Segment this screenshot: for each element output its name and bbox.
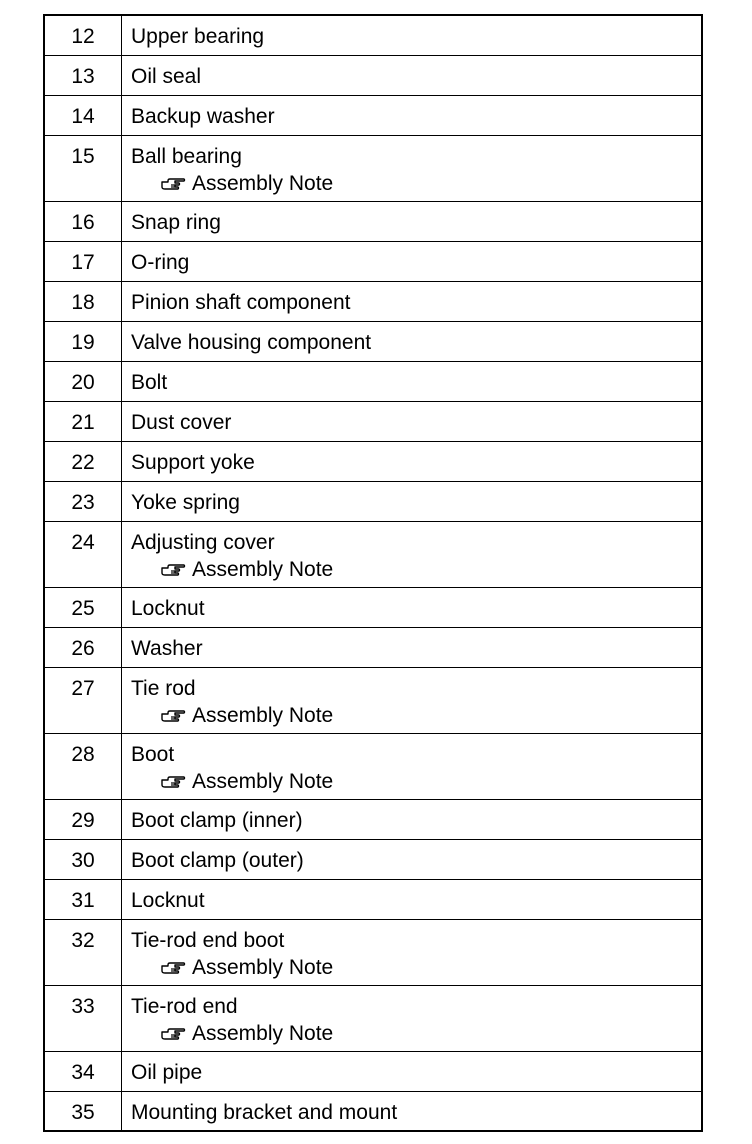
table-row <box>44 919 702 985</box>
part-number: 31 <box>44 879 122 919</box>
part-number: 14 <box>44 95 122 135</box>
table-row <box>44 521 702 587</box>
part-description: Washer <box>131 636 203 660</box>
part-description-cell <box>122 733 703 799</box>
part-description: Boot clamp (inner) <box>131 808 303 832</box>
part-number: 17 <box>44 241 122 281</box>
table-row <box>44 1051 702 1091</box>
part-description-cell <box>122 241 703 281</box>
assembly-note-label[interactable]: Assembly Note <box>192 1021 334 1045</box>
part-description-cell <box>122 55 703 95</box>
assembly-note-link[interactable] <box>131 702 701 729</box>
part-description-cell <box>122 985 703 1051</box>
part-description-cell <box>122 839 703 879</box>
part-description: Support yoke <box>131 450 255 474</box>
pointing-hand-icon <box>160 563 186 577</box>
part-number: 16 <box>44 201 122 241</box>
assembly-note-link[interactable] <box>131 1020 701 1047</box>
part-description: Boot clamp (outer) <box>131 848 304 872</box>
part-description-cell <box>122 521 703 587</box>
table-row <box>44 733 702 799</box>
part-description: Adjusting cover <box>131 530 275 554</box>
part-description-cell <box>122 1091 703 1131</box>
pointing-hand-icon <box>160 1027 186 1041</box>
part-description: Boot <box>131 742 175 766</box>
part-description: Mounting bracket and mount <box>131 1100 398 1124</box>
part-description-cell <box>122 15 703 55</box>
table-row <box>44 667 702 733</box>
part-description: O-ring <box>131 250 190 274</box>
pointing-hand-icon <box>160 961 186 975</box>
part-description-cell <box>122 441 703 481</box>
part-number: 25 <box>44 587 122 627</box>
part-number: 12 <box>44 15 122 55</box>
part-number: 29 <box>44 799 122 839</box>
part-description-cell <box>122 361 703 401</box>
part-description-cell <box>122 401 703 441</box>
part-description-cell <box>122 321 703 361</box>
part-number: 22 <box>44 441 122 481</box>
part-number: 13 <box>44 55 122 95</box>
table-row <box>44 55 702 95</box>
part-description-cell <box>122 481 703 521</box>
part-number: 27 <box>44 667 122 733</box>
part-description-cell <box>122 799 703 839</box>
table-row <box>44 15 702 55</box>
table-row <box>44 95 702 135</box>
part-number: 18 <box>44 281 122 321</box>
part-description: Tie-rod end boot <box>131 928 285 952</box>
part-number: 26 <box>44 627 122 667</box>
part-description: Locknut <box>131 888 205 912</box>
table-row <box>44 361 702 401</box>
part-description-cell <box>122 1051 703 1091</box>
assembly-note-label[interactable]: Assembly Note <box>192 703 334 727</box>
table-row <box>44 627 702 667</box>
part-number: 30 <box>44 839 122 879</box>
assembly-note-label[interactable]: Assembly Note <box>192 955 334 979</box>
part-description: Oil seal <box>131 64 202 88</box>
part-description: Upper bearing <box>131 25 265 48</box>
part-description-cell <box>122 587 703 627</box>
part-description-cell <box>122 201 703 241</box>
part-description: Dust cover <box>131 410 232 434</box>
part-number: 21 <box>44 401 122 441</box>
assembly-note-label[interactable]: Assembly Note <box>192 769 334 793</box>
part-description: Tie rod <box>131 676 196 700</box>
assembly-note-link[interactable] <box>131 768 701 795</box>
part-description-cell <box>122 135 703 201</box>
part-description-cell <box>122 627 703 667</box>
table-row <box>44 799 702 839</box>
part-description: Tie-rod end <box>131 994 238 1018</box>
part-description: Bolt <box>131 370 168 394</box>
parts-table <box>43 14 703 1132</box>
part-number: 34 <box>44 1051 122 1091</box>
part-number: 32 <box>44 919 122 985</box>
part-description: Ball bearing <box>131 144 242 168</box>
part-number: 23 <box>44 481 122 521</box>
table-row <box>44 1091 702 1131</box>
assembly-note-label[interactable]: Assembly Note <box>192 557 334 581</box>
assembly-note-link[interactable] <box>131 556 701 583</box>
table-row <box>44 401 702 441</box>
part-number: 28 <box>44 733 122 799</box>
assembly-note-label[interactable]: Assembly Note <box>192 171 334 195</box>
part-description-cell <box>122 879 703 919</box>
part-description: Yoke spring <box>131 490 240 514</box>
table-row <box>44 481 702 521</box>
part-description: Backup washer <box>131 104 275 128</box>
part-description-cell <box>122 281 703 321</box>
pointing-hand-icon <box>160 709 186 723</box>
part-number: 24 <box>44 521 122 587</box>
part-description: Pinion shaft component <box>131 290 351 314</box>
part-description-cell <box>122 95 703 135</box>
part-description: Locknut <box>131 596 205 620</box>
table-row <box>44 985 702 1051</box>
part-description-cell <box>122 667 703 733</box>
parts-table-body <box>44 15 702 1131</box>
part-description-cell <box>122 919 703 985</box>
pointing-hand-icon <box>160 775 186 789</box>
table-row <box>44 441 702 481</box>
part-number: 33 <box>44 985 122 1051</box>
table-row <box>44 135 702 201</box>
table-row <box>44 321 702 361</box>
part-description: Snap ring <box>131 210 221 234</box>
part-number: 15 <box>44 135 122 201</box>
part-number: 19 <box>44 321 122 361</box>
table-row <box>44 879 702 919</box>
table-row <box>44 839 702 879</box>
table-row <box>44 241 702 281</box>
part-number: 20 <box>44 361 122 401</box>
assembly-note-link[interactable] <box>131 954 701 981</box>
table-row <box>44 587 702 627</box>
assembly-note-link[interactable] <box>131 170 701 197</box>
pointing-hand-icon <box>160 177 186 191</box>
part-description: Oil pipe <box>131 1060 203 1084</box>
part-description: Valve housing component <box>131 330 372 354</box>
part-number: 35 <box>44 1091 122 1131</box>
table-row <box>44 281 702 321</box>
table-row <box>44 201 702 241</box>
